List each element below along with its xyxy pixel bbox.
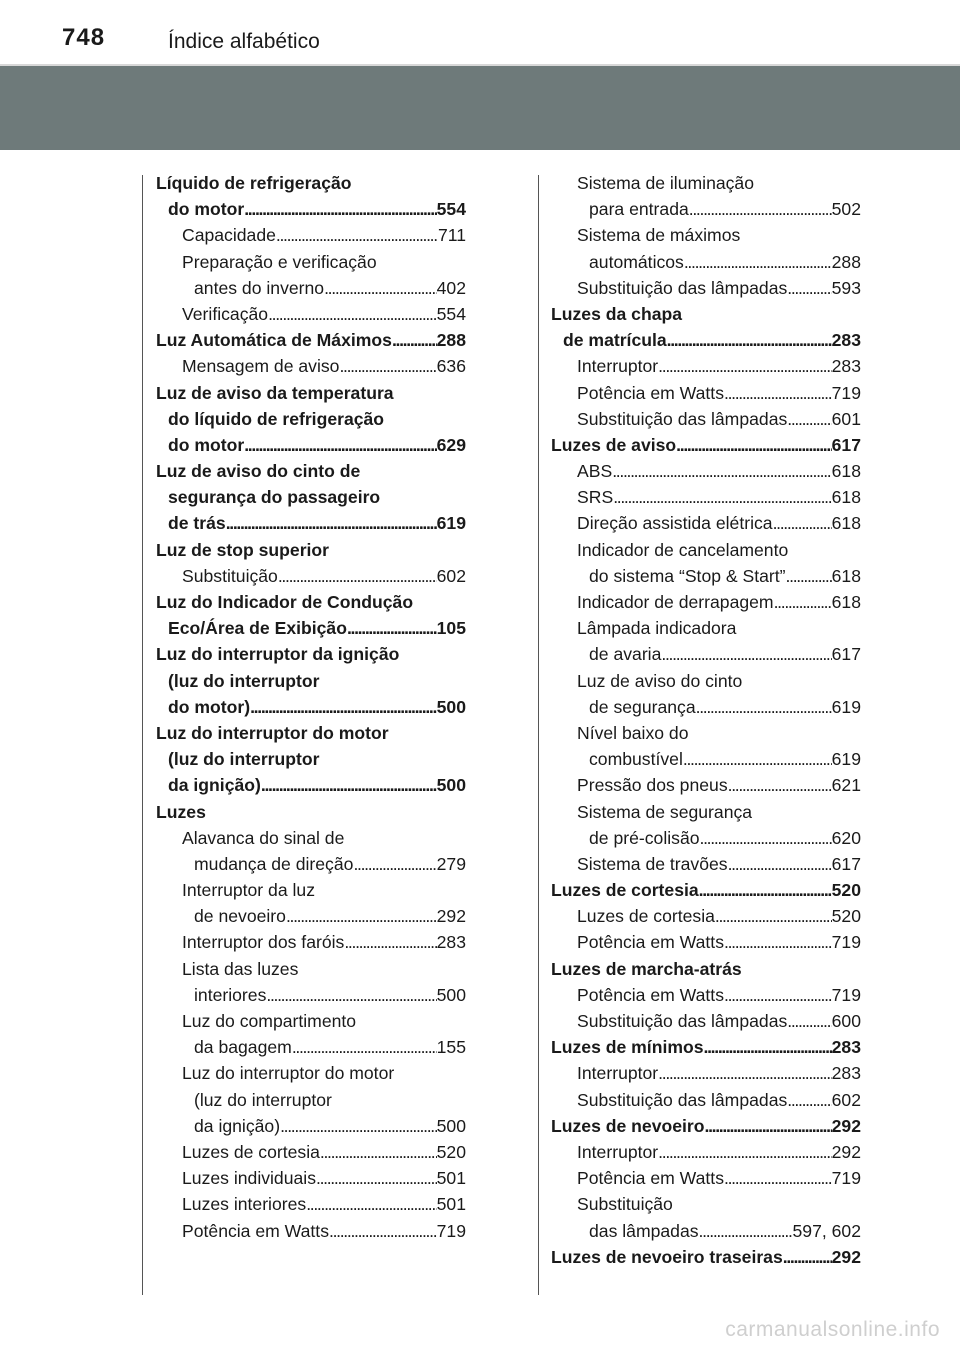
entry-term: Substituição [577, 1194, 673, 1215]
dot-leader [276, 222, 438, 248]
entry-term: Luzes de marcha-atrás [551, 958, 742, 979]
entry-page-ref[interactable]: 617 [831, 853, 861, 874]
index-entry [156, 589, 466, 615]
dot-leader [676, 432, 831, 458]
entry-term: de pré-colisão [589, 827, 700, 848]
dot-leader [699, 1218, 793, 1244]
page-title: Índice alfabético [168, 30, 320, 53]
index-entry [156, 1139, 466, 1165]
header-band [0, 66, 960, 150]
entry-page-ref[interactable]: 618 [831, 565, 861, 586]
entry-page-ref[interactable]: 593 [831, 277, 861, 298]
dot-leader [787, 1008, 831, 1034]
entry-term: do líquido de refrigeração [168, 408, 385, 429]
dot-leader [724, 929, 832, 955]
index-entry [551, 615, 861, 641]
entry-term: para entrada [589, 199, 689, 220]
dot-leader [787, 275, 831, 301]
entry-term: Luzes de mínimos [551, 1037, 704, 1058]
entry-term: Luzes individuais [182, 1168, 316, 1189]
dot-leader [612, 458, 831, 484]
dot-leader [292, 1034, 437, 1060]
index-entry [551, 275, 861, 301]
index-entry [551, 825, 861, 851]
dot-leader [226, 510, 437, 536]
entry-term: Indicador de derrapagem [577, 592, 774, 612]
dot-leader [658, 1060, 831, 1086]
entry-page-ref[interactable]: 621 [831, 775, 861, 796]
entry-term: Pressão dos pneus [577, 775, 728, 796]
entry-page-ref[interactable]: 617 [831, 434, 861, 455]
index-entry [551, 249, 861, 275]
dot-leader [728, 772, 832, 798]
index-entry [156, 537, 466, 563]
entry-page-ref[interactable]: 618 [831, 592, 861, 612]
index-entry [156, 458, 466, 484]
index-entry [156, 851, 466, 877]
entry-page-ref[interactable]: 500 [436, 1115, 466, 1136]
index-entry [156, 929, 466, 955]
entry-page-ref[interactable]: 501 [436, 1194, 466, 1215]
entry-page-ref[interactable]: 629 [436, 434, 466, 455]
entry-term: de segurança [589, 696, 696, 717]
index-entry [156, 170, 466, 196]
entry-term: Indicador de cancelamento [577, 539, 789, 560]
entry-page-ref[interactable]: 502 [831, 199, 861, 220]
dot-leader [667, 327, 832, 353]
index-entry [156, 799, 466, 825]
entry-page-ref[interactable]: 711 [437, 225, 466, 246]
dot-leader [773, 510, 832, 536]
index-entry [156, 510, 466, 536]
index-entry [156, 877, 466, 903]
entry-page-ref[interactable]: 619 [831, 696, 861, 717]
entry-term: segurança do passageiro [168, 487, 381, 508]
entry-term: Luz de stop superior [156, 539, 330, 560]
index-entry [156, 1165, 466, 1191]
entry-term: (luz do interruptor [168, 670, 320, 691]
entry-page-ref[interactable]: 719 [831, 382, 861, 403]
index-entry [551, 484, 861, 510]
entry-term: das lâmpadas [589, 1220, 699, 1241]
entry-page-ref[interactable]: 719 [831, 932, 861, 953]
index-entry [156, 956, 466, 982]
index-entry [156, 982, 466, 1008]
index-entry [156, 1087, 466, 1113]
index-entry [156, 563, 466, 589]
entry-page-ref[interactable]: 597, 602 [792, 1220, 861, 1241]
watermark: carmanualsonline.info [725, 1318, 940, 1341]
index-entry [551, 458, 861, 484]
entry-page-ref[interactable]: 283 [831, 1063, 861, 1084]
entry-page-ref[interactable]: 292 [831, 1115, 861, 1136]
dot-leader [683, 746, 832, 772]
index-entry [156, 1008, 466, 1034]
entry-term: Luz do interruptor da ignição [156, 644, 400, 665]
dot-leader [320, 1139, 437, 1165]
dot-leader [724, 1165, 832, 1191]
entry-page-ref[interactable]: 520 [831, 880, 861, 901]
entry-page-ref[interactable]: 618 [831, 461, 861, 482]
entry-term: do sistema “Stop & Start” [589, 565, 786, 586]
entry-page-ref[interactable]: 279 [436, 853, 466, 874]
index-entry [551, 668, 861, 694]
entry-term: Luz do Indicador de Condução [156, 592, 414, 612]
dot-leader [250, 694, 437, 720]
dot-leader [268, 301, 437, 327]
entry-term: Luzes de nevoeiro [551, 1115, 705, 1136]
index-entry [156, 746, 466, 772]
entry-term: combustível [589, 749, 683, 770]
entry-term: Substituição [182, 565, 278, 586]
entry-term: Luzes de cortesia [577, 906, 715, 927]
center-column-rule [538, 175, 539, 1295]
index-entry [156, 720, 466, 746]
entry-term: Substituição das lâmpadas [577, 277, 788, 298]
entry-term: de avaria [589, 644, 662, 665]
index-entry [156, 825, 466, 851]
index-entry [551, 1008, 861, 1034]
index-entry [551, 1218, 861, 1244]
index-entry [551, 929, 861, 955]
entry-page-ref[interactable]: 500 [436, 984, 466, 1005]
index-entry [551, 1034, 861, 1060]
dot-leader [244, 196, 436, 222]
entry-page-ref[interactable]: 618 [831, 487, 861, 508]
entry-page-ref[interactable]: 618 [831, 513, 861, 534]
index-entry [551, 1087, 861, 1113]
index-entry [156, 1218, 466, 1244]
index-entry [551, 720, 861, 746]
dot-leader [684, 249, 832, 275]
entry-page-ref[interactable]: 292 [436, 906, 466, 927]
index-entry [551, 327, 861, 353]
entry-term: do motor [168, 199, 245, 220]
index-entry [156, 380, 466, 406]
entry-page-ref[interactable]: 288 [831, 251, 861, 272]
index-entry [551, 222, 861, 248]
entry-page-ref[interactable]: 719 [436, 1220, 466, 1241]
dot-leader [696, 694, 832, 720]
dot-leader [244, 432, 436, 458]
entry-term: da bagagem [194, 1037, 292, 1058]
index-entry [551, 982, 861, 1008]
index-entry [156, 1191, 466, 1217]
index-entry [551, 851, 861, 877]
dot-leader [658, 1139, 831, 1165]
entry-term: Luz de aviso do cinto de [156, 461, 361, 482]
entry-term: de nevoeiro [194, 906, 286, 927]
entry-page-ref[interactable]: 601 [831, 408, 861, 429]
entry-term: do motor [168, 434, 245, 455]
dot-leader [787, 406, 831, 432]
dot-leader [774, 589, 832, 615]
index-entry [551, 1244, 861, 1270]
index-entry [156, 196, 466, 222]
entry-term: Nível baixo do [577, 722, 689, 743]
dot-leader [344, 929, 436, 955]
entry-term: antes do inverno [194, 277, 325, 298]
entry-term: Luzes de nevoeiro traseiras [551, 1246, 783, 1267]
index-entry [156, 1060, 466, 1086]
dot-leader [266, 982, 436, 1008]
dot-leader [724, 380, 832, 406]
entry-term: (luz do interruptor [194, 1089, 332, 1110]
index-entry [551, 380, 861, 406]
dot-leader [689, 196, 832, 222]
entry-term: da ignição) [194, 1115, 281, 1136]
entry-term: Sistema de travões [577, 853, 728, 874]
entry-term: Interruptor dos faróis [182, 932, 345, 953]
entry-term: Luz do compartimento [182, 1011, 357, 1031]
entry-term: da ignição) [168, 775, 261, 796]
entry-page-ref[interactable]: 500 [436, 696, 466, 717]
index-entry [551, 1139, 861, 1165]
dot-leader [783, 1244, 832, 1270]
dot-leader [715, 903, 832, 929]
index-entry [551, 1060, 861, 1086]
entry-page-ref[interactable]: 719 [831, 1168, 861, 1189]
page-number: 748 [62, 24, 106, 51]
index-left-column [156, 170, 466, 1244]
index-entry [156, 615, 466, 641]
index-entry [156, 772, 466, 798]
entry-page-ref[interactable]: 500 [436, 775, 466, 796]
dot-leader [347, 615, 437, 641]
index-entry [156, 353, 466, 379]
dot-leader [658, 353, 831, 379]
entry-term: Luzes de cortesia [182, 1141, 320, 1162]
entry-term: Luzes [156, 801, 206, 822]
index-entry [156, 222, 466, 248]
entry-term: de matrícula [563, 330, 667, 351]
index-entry [156, 301, 466, 327]
index-entry [551, 694, 861, 720]
index-entry [156, 275, 466, 301]
dot-leader [329, 1218, 437, 1244]
entry-term: Verificação [182, 303, 269, 324]
entry-term: automáticos [589, 251, 684, 272]
entry-term: interiores [194, 984, 267, 1005]
entry-term: Substituição das lâmpadas [577, 1011, 788, 1031]
index-entry [551, 353, 861, 379]
index-entry [156, 903, 466, 929]
index-entry [551, 563, 861, 589]
entry-term: Eco/Área de Exibição [168, 618, 347, 639]
dot-leader [261, 772, 437, 798]
index-entry [551, 301, 861, 327]
index-entry [551, 170, 861, 196]
index-entry [551, 1191, 861, 1217]
entry-term: Interruptor [577, 1141, 659, 1162]
index-entry [551, 746, 861, 772]
dot-leader [661, 641, 831, 667]
index-entry [156, 694, 466, 720]
index-entry [156, 432, 466, 458]
entry-page-ref[interactable]: 620 [831, 827, 861, 848]
entry-page-ref[interactable]: 602 [436, 565, 466, 586]
entry-page-ref[interactable]: 619 [831, 749, 861, 770]
dot-leader [786, 563, 832, 589]
index-entry [156, 406, 466, 432]
entry-term: Luz de aviso da temperatura [156, 382, 394, 403]
entry-term: Substituição das lâmpadas [577, 408, 788, 429]
index-entry [551, 641, 861, 667]
dot-leader [705, 1113, 832, 1139]
entry-page-ref[interactable]: 288 [436, 330, 466, 351]
entry-page-ref[interactable]: 617 [831, 644, 861, 665]
entry-term: Preparação e verificação [182, 251, 377, 272]
entry-page-ref[interactable]: 520 [436, 1141, 466, 1162]
page-header [0, 0, 960, 66]
dot-leader [306, 1191, 436, 1217]
index-entry [551, 589, 861, 615]
entry-term: Luzes de aviso [551, 434, 677, 455]
entry-page-ref[interactable]: 105 [436, 618, 466, 639]
dot-leader [700, 825, 832, 851]
entry-page-ref[interactable]: 283 [831, 356, 861, 377]
index-entry [551, 1113, 861, 1139]
entry-page-ref[interactable]: 155 [436, 1037, 466, 1058]
entry-term: Sistema de segurança [577, 801, 753, 822]
index-entry [156, 668, 466, 694]
dot-leader [353, 851, 436, 877]
dot-leader [724, 982, 832, 1008]
dot-leader [324, 275, 437, 301]
entry-term: mudança de direção [194, 853, 354, 874]
entry-term: (luz do interruptor [168, 749, 320, 770]
index-entry [156, 1034, 466, 1060]
dot-leader [339, 353, 436, 379]
dot-leader [699, 877, 832, 903]
left-column-rule [142, 175, 143, 1295]
dot-leader [280, 1113, 437, 1139]
entry-term: Potência em Watts [577, 932, 724, 953]
entry-term: Potência em Watts [577, 1168, 724, 1189]
entry-page-ref[interactable]: 554 [436, 303, 466, 324]
entry-term: Potência em Watts [577, 984, 724, 1005]
index-entry [551, 510, 861, 536]
entry-page-ref[interactable]: 619 [436, 513, 466, 534]
entry-page-ref[interactable]: 719 [831, 984, 861, 1005]
entry-page-ref[interactable]: 636 [436, 356, 466, 377]
entry-term: Potência em Watts [577, 382, 724, 403]
entry-term: Luz de aviso do cinto [577, 670, 743, 691]
entry-term: ABS [577, 461, 613, 482]
entry-term: SRS [577, 487, 614, 508]
index-entry [551, 432, 861, 458]
entry-term: Interruptor da luz [182, 880, 316, 901]
entry-term: de trás [168, 513, 226, 534]
entry-page-ref[interactable]: 602 [831, 1089, 861, 1110]
index-entry [551, 877, 861, 903]
index-entry [551, 903, 861, 929]
entry-page-ref[interactable]: 283 [831, 330, 861, 351]
entry-term: Substituição das lâmpadas [577, 1089, 788, 1110]
dot-leader [278, 563, 437, 589]
entry-term: Sistema de máximos [577, 225, 741, 246]
entry-page-ref[interactable]: 554 [436, 199, 466, 220]
index-entry [156, 641, 466, 667]
dot-leader [392, 327, 437, 353]
index-entry [156, 327, 466, 353]
entry-term: Interruptor [577, 356, 659, 377]
entry-term: Lista das luzes [182, 958, 299, 979]
dot-leader [787, 1087, 831, 1113]
index-entry [156, 484, 466, 510]
index-entry [551, 406, 861, 432]
index-entry [156, 1113, 466, 1139]
entry-page-ref[interactable]: 600 [831, 1011, 861, 1031]
entry-term: do motor) [168, 696, 251, 717]
entry-term: Luzes interiores [182, 1194, 307, 1215]
entry-term: Sistema de iluminação [577, 173, 755, 193]
entry-term: Luz do interruptor do motor [156, 722, 389, 743]
entry-term: Alavanca do sinal de [182, 827, 345, 848]
entry-page-ref[interactable]: 292 [831, 1246, 861, 1267]
entry-term: Líquido de refrigeração [156, 173, 352, 193]
entry-term: Potência em Watts [182, 1220, 329, 1241]
entry-term: Luzes de cortesia [551, 880, 699, 901]
dot-leader [728, 851, 832, 877]
dot-leader [704, 1034, 832, 1060]
index-entry [156, 249, 466, 275]
entry-page-ref[interactable]: 501 [436, 1168, 466, 1189]
entry-page-ref[interactable]: 520 [831, 906, 861, 927]
entry-page-ref[interactable]: 283 [436, 932, 466, 953]
entry-term: Luzes da chapa [551, 303, 683, 324]
dot-leader [316, 1165, 437, 1191]
entry-term: Capacidade [182, 225, 276, 246]
entry-term: Interruptor [577, 1063, 659, 1084]
dot-leader [286, 903, 437, 929]
dot-leader [613, 484, 831, 510]
index-entry [551, 956, 861, 982]
index-entry [551, 799, 861, 825]
entry-term: Luz Automática de Máximos [156, 330, 392, 351]
index-entry [551, 196, 861, 222]
index-right-column [551, 170, 861, 1270]
entry-term: Mensagem de aviso [182, 356, 340, 377]
entry-page-ref[interactable]: 283 [831, 1037, 861, 1058]
index-entry [551, 537, 861, 563]
entry-page-ref[interactable]: 402 [436, 277, 466, 298]
entry-term: Luz do interruptor do motor [182, 1063, 395, 1084]
entry-page-ref[interactable]: 292 [831, 1141, 861, 1162]
entry-term: Lâmpada indicadora [577, 618, 737, 639]
index-entry [551, 772, 861, 798]
index-entry [551, 1165, 861, 1191]
entry-term: Direção assistida elétrica [577, 513, 773, 534]
